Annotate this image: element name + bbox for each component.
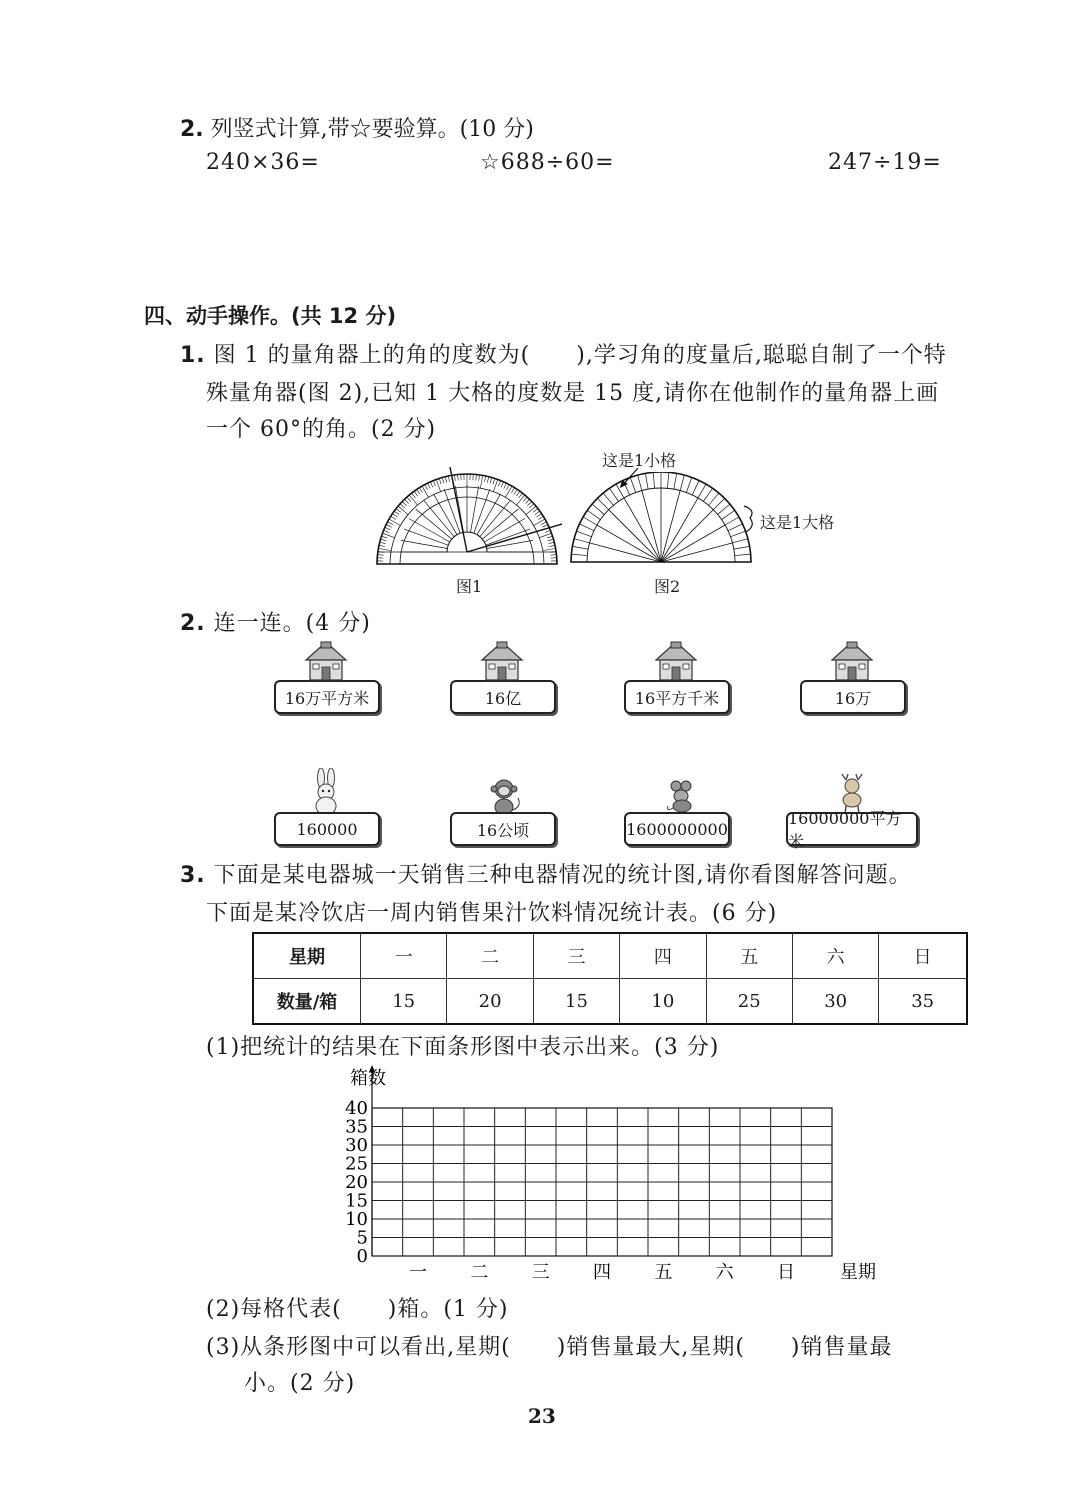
table-cell: 六 bbox=[792, 933, 878, 979]
page-number: 23 bbox=[528, 1404, 556, 1428]
calc-problem-1: 240×36= bbox=[206, 150, 320, 175]
small-tick-label: 这是1小格 bbox=[602, 451, 677, 470]
table-cell: 15 bbox=[361, 979, 447, 1025]
q2-title-text: 连一连。(4 分) bbox=[213, 611, 371, 636]
big-tick-brace-icon bbox=[740, 504, 762, 534]
house-card-1[interactable]: 16万平方米 bbox=[274, 680, 380, 714]
y-tick-label: 20 bbox=[345, 1172, 368, 1193]
table-cell: 20 bbox=[447, 979, 533, 1025]
y-axis-label: 箱数 bbox=[350, 1068, 386, 1089]
animal-card-4[interactable]: 16000000平方米 bbox=[786, 812, 918, 846]
house-icon bbox=[478, 640, 526, 682]
y-tick-label: 10 bbox=[345, 1209, 368, 1230]
x-tick-label: 四 bbox=[593, 1262, 611, 1283]
fig2-label: 图2 bbox=[654, 577, 681, 596]
y-tick-label: 5 bbox=[356, 1227, 368, 1249]
table-cell: 30 bbox=[792, 979, 878, 1025]
q3-sub-1: (1)把统计的结果在下面条形图中表示出来。(3 分) bbox=[206, 1035, 720, 1060]
table-row-head-day: 星期 bbox=[253, 933, 361, 979]
table-row-head-quantity: 数量/箱 bbox=[253, 979, 361, 1025]
x-tick-label: 一 bbox=[409, 1262, 427, 1283]
q1-line-2: 殊量角器(图 2),已知 1 大格的度数是 15 度,请你在他制作的量角器上画 bbox=[206, 381, 940, 406]
x-tick-label: 二 bbox=[470, 1262, 489, 1283]
q3-sub-3-line-1: (3)从条形图中可以看出,星期( )销售量最大,星期( )销售量最 bbox=[206, 1335, 893, 1360]
q3-line-1-text: 下面是某电器城一天销售三种电器情况的统计图,请你看图解答问题。 bbox=[213, 863, 912, 888]
table-cell: 15 bbox=[533, 979, 619, 1025]
house-card-2[interactable]: 16亿 bbox=[450, 680, 556, 714]
house-card-3[interactable]: 16平方千米 bbox=[624, 680, 730, 714]
x-tick-label: 日 bbox=[777, 1262, 795, 1283]
house-icon bbox=[302, 640, 350, 682]
big-tick-label: 这是1大格 bbox=[760, 513, 835, 532]
q2-title bbox=[180, 606, 371, 637]
animal-card-2[interactable]: 16公顷 bbox=[450, 812, 556, 846]
y-tick-label: 35 bbox=[345, 1116, 368, 1138]
protractor-figure-1 bbox=[372, 462, 562, 572]
y-tick-label: 15 bbox=[345, 1190, 368, 1212]
table-cell: 三 bbox=[533, 933, 619, 979]
animal-card-3[interactable]: 1600000000 bbox=[624, 812, 730, 846]
q1-line-1-text: 图 1 的量角器上的角的度数为( ),学习角的度量后,聪聪自制了一个特 bbox=[213, 343, 947, 368]
table-cell: 一 bbox=[361, 933, 447, 979]
fig1-label: 图1 bbox=[456, 577, 483, 596]
calc-problem-2: ☆688÷60= bbox=[480, 150, 615, 175]
table-cell: 二 bbox=[447, 933, 533, 979]
protractor-figure-2 bbox=[566, 472, 756, 564]
table-cell: 四 bbox=[620, 933, 706, 979]
y-tick-label: 25 bbox=[345, 1153, 368, 1175]
bar-chart[interactable] bbox=[330, 1062, 890, 1287]
house-icon bbox=[828, 640, 876, 682]
y-tick-label: 40 bbox=[345, 1098, 368, 1119]
x-tick-label: 三 bbox=[531, 1262, 550, 1283]
question-number: 2. bbox=[180, 117, 204, 142]
monkey-icon bbox=[484, 776, 524, 816]
table-cell: 五 bbox=[706, 933, 792, 979]
q3-sub-3-line-2: 小。(2 分) bbox=[244, 1371, 356, 1396]
q1-line-1 bbox=[180, 338, 947, 369]
small-tick-arrow-icon bbox=[616, 466, 646, 490]
q1-line-3: 一个 60°的角。(2 分) bbox=[206, 417, 437, 442]
table-row bbox=[253, 933, 967, 979]
q3-sub-2: (2)每格代表( )箱。(1 分) bbox=[206, 1297, 509, 1322]
section-4-title: 四、动手操作。(共 12 分) bbox=[144, 304, 397, 328]
calc-title bbox=[180, 112, 534, 143]
table-row bbox=[253, 979, 967, 1025]
house-card-4[interactable]: 16万 bbox=[800, 680, 906, 714]
table-cell: 日 bbox=[879, 933, 967, 979]
animal-card-1[interactable]: 160000 bbox=[274, 812, 380, 846]
sales-table bbox=[252, 932, 968, 1025]
calc-problem-3: 247÷19= bbox=[828, 150, 942, 175]
mouse-icon bbox=[664, 778, 700, 814]
x-axis-label: 星期 bbox=[840, 1262, 876, 1283]
question-number: 3. bbox=[180, 863, 206, 888]
table-cell: 25 bbox=[706, 979, 792, 1025]
house-icon bbox=[652, 640, 700, 682]
y-tick-label: 0 bbox=[356, 1246, 368, 1267]
x-tick-label: 五 bbox=[654, 1262, 673, 1283]
q3-line-2: 下面是某冷饮店一周内销售果汁饮料情况统计表。(6 分) bbox=[206, 901, 778, 926]
table-cell: 35 bbox=[879, 979, 967, 1025]
question-number: 2. bbox=[180, 611, 206, 636]
calc-title-text: 列竖式计算,带☆要验算。(10 分) bbox=[210, 117, 534, 142]
y-tick-label: 30 bbox=[345, 1135, 368, 1156]
x-tick-label: 六 bbox=[715, 1262, 734, 1283]
table-cell: 10 bbox=[620, 979, 706, 1025]
rabbit-icon bbox=[306, 768, 346, 816]
q3-line-1 bbox=[180, 858, 912, 889]
question-number: 1. bbox=[180, 343, 206, 368]
